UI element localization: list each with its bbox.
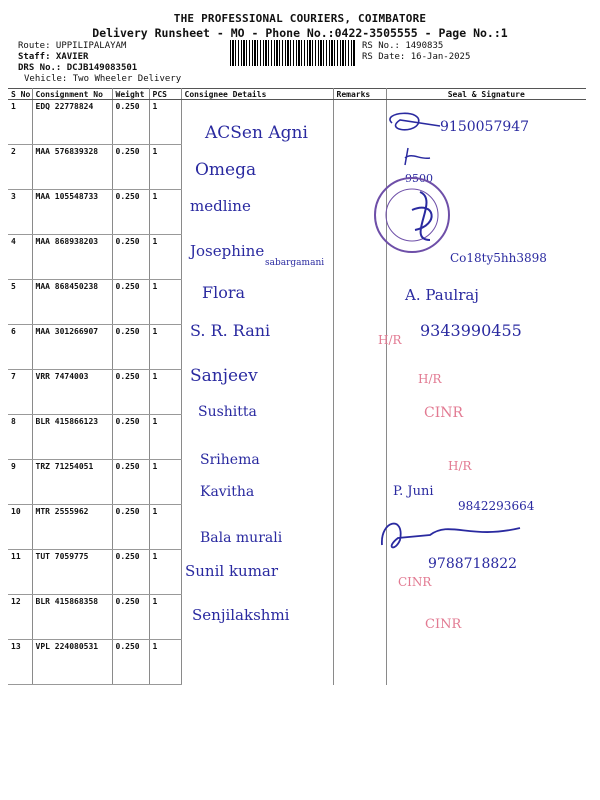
- row-pcs: 1: [149, 370, 181, 415]
- runsheet-subtitle: Delivery Runsheet - MO - Phone No.:0422-3505555 - Page No.:1: [92, 26, 508, 40]
- row-pcs: 1: [149, 505, 181, 550]
- remark-mark-5: CINR: [398, 575, 432, 589]
- row-signature: [386, 190, 586, 235]
- table-row: [8, 415, 586, 460]
- table-row: [8, 145, 586, 190]
- row-weight: 0.250: [112, 280, 149, 325]
- row-consignee-details: [181, 595, 333, 640]
- row-sno: 11: [8, 550, 32, 595]
- hw-signature-5: 9343990455: [420, 321, 522, 340]
- table-row: [8, 370, 586, 415]
- row-pcs: 1: [149, 280, 181, 325]
- table-row: [8, 550, 586, 595]
- row-weight: 0.250: [112, 415, 149, 460]
- row-pcs: 1: [149, 550, 181, 595]
- hw-signature-4: A. Paulraj: [405, 286, 479, 304]
- remark-mark-6: CINR: [425, 617, 462, 632]
- rs-date: RS Date: 16-Jan-2025: [362, 52, 471, 62]
- row-signature: [386, 550, 586, 595]
- row-consignee-details: [181, 235, 333, 280]
- row-consignment-no: VPL 224080531: [32, 640, 112, 685]
- hw-signature-7: 9842293664: [458, 499, 535, 513]
- row-pcs: 1: [149, 460, 181, 505]
- row-sno: 5: [8, 280, 32, 325]
- row-consignment-no: MAA 868938203: [32, 235, 112, 280]
- row-pcs: 1: [149, 595, 181, 640]
- row-consignee-details: [181, 370, 333, 415]
- row-signature: [386, 100, 586, 145]
- row-sno: 2: [8, 145, 32, 190]
- hw-consignee-13: Senjilakshmi: [192, 606, 290, 624]
- row-pcs: 1: [149, 415, 181, 460]
- row-consignment-no: TRZ 71254051: [32, 460, 112, 505]
- row-consignee-details: [181, 505, 333, 550]
- hw-consignee-2: Omega: [195, 160, 257, 180]
- hw-signature-6: P. Juni: [393, 484, 434, 499]
- row-consignee-details: [181, 415, 333, 460]
- row-consignee-details: [181, 325, 333, 370]
- remark-mark-2: H/R: [418, 372, 442, 386]
- row-pcs: 1: [149, 235, 181, 280]
- row-sno: 7: [8, 370, 32, 415]
- row-remarks: [333, 280, 386, 325]
- row-consignment-no: MAA 576839328: [32, 145, 112, 190]
- hw-consignee-4b: sabargamani: [265, 258, 325, 268]
- row-weight: 0.250: [112, 235, 149, 280]
- remark-mark-1: H/R: [378, 333, 402, 347]
- row-sno: 12: [8, 595, 32, 640]
- hw-consignee-11: Bala murali: [200, 530, 283, 546]
- row-consignment-no: MAA 105548733: [32, 190, 112, 235]
- row-pcs: 1: [149, 190, 181, 235]
- row-signature: [386, 235, 586, 280]
- col-header-sno: S No: [8, 89, 32, 100]
- hw-consignee-10: Kavitha: [200, 484, 255, 500]
- row-weight: 0.250: [112, 505, 149, 550]
- row-signature: [386, 640, 586, 685]
- row-consignee-details: [181, 190, 333, 235]
- row-remarks: [333, 460, 386, 505]
- row-consignee-details: [181, 280, 333, 325]
- hw-consignee-6: S. R. Rani: [190, 321, 271, 340]
- row-signature: [386, 280, 586, 325]
- row-sno: 13: [8, 640, 32, 685]
- row-consignment-no: VRR 7474003: [32, 370, 112, 415]
- row-sno: 1: [8, 100, 32, 145]
- table-row: [8, 100, 586, 145]
- row-consignee-details: [181, 145, 333, 190]
- row-remarks: [333, 190, 386, 235]
- table-row: [8, 505, 586, 550]
- hw-consignee-8: Sushitta: [198, 404, 257, 420]
- row-weight: 0.250: [112, 370, 149, 415]
- hw-consignee-12: Sunil kumar: [185, 562, 279, 580]
- row-weight: 0.250: [112, 145, 149, 190]
- row-consignment-no: EDQ 22778824: [32, 100, 112, 145]
- row-consignment-no: MAA 868450238: [32, 280, 112, 325]
- hw-signature-3: Co18ty5hh3898: [450, 251, 547, 265]
- row-consignment-no: TUT 7059775: [32, 550, 112, 595]
- row-signature: [386, 145, 586, 190]
- row-sno: 3: [8, 190, 32, 235]
- runsheet-table: [8, 88, 586, 685]
- table-row: [8, 280, 586, 325]
- col-header-consignee: Consignee Details: [181, 89, 333, 100]
- row-signature: [386, 415, 586, 460]
- remark-mark-3: CINR: [424, 405, 464, 421]
- col-header-remarks: Remarks: [333, 89, 386, 100]
- table-row: [8, 640, 586, 685]
- row-weight: 0.250: [112, 550, 149, 595]
- row-consignment-no: BLR 415868358: [32, 595, 112, 640]
- row-remarks: [333, 550, 386, 595]
- row-weight: 0.250: [112, 640, 149, 685]
- row-signature: [386, 595, 586, 640]
- row-pcs: 1: [149, 325, 181, 370]
- hw-consignee-7: Sanjeev: [190, 366, 258, 386]
- row-signature: [386, 370, 586, 415]
- rs-number: RS No.: 1490835: [362, 41, 444, 51]
- row-sno: 8: [8, 415, 32, 460]
- hw-signature-1: 9150057947: [440, 119, 530, 135]
- row-consignee-details: [181, 640, 333, 685]
- row-weight: 0.250: [112, 460, 149, 505]
- row-remarks: [333, 235, 386, 280]
- row-sno: 4: [8, 235, 32, 280]
- table-row: [8, 190, 586, 235]
- row-sno: 6: [8, 325, 32, 370]
- row-sno: 9: [8, 460, 32, 505]
- row-pcs: 1: [149, 100, 181, 145]
- row-remarks: [333, 505, 386, 550]
- row-remarks: [333, 415, 386, 460]
- row-consignment-no: BLR 415866123: [32, 415, 112, 460]
- row-sno: 10: [8, 505, 32, 550]
- row-consignee-details: [181, 550, 333, 595]
- col-header-consignment: Consignment No: [32, 89, 112, 100]
- row-pcs: 1: [149, 640, 181, 685]
- col-header-weight: Weight: [112, 89, 149, 100]
- route-label: Route: UPPILIPALAYAM: [18, 41, 127, 51]
- drs-number: DRS No.: DCJB149083501: [18, 63, 138, 73]
- row-weight: 0.250: [112, 190, 149, 235]
- row-weight: 0.250: [112, 325, 149, 370]
- table-row: [8, 235, 586, 280]
- barcode: [230, 40, 356, 66]
- hw-signature-8: 9788718822: [428, 556, 518, 572]
- table-row: [8, 460, 586, 505]
- row-signature: [386, 505, 586, 550]
- row-consignee-details: [181, 460, 333, 505]
- hw-consignee-5: Flora: [202, 283, 246, 302]
- table-row: [8, 595, 586, 640]
- company-title: THE PROFESSIONAL COURIERS, COIMBATORE: [173, 12, 427, 25]
- row-pcs: 1: [149, 145, 181, 190]
- hw-consignee-1: ACSen Agni: [205, 123, 308, 143]
- row-remarks: [333, 370, 386, 415]
- vehicle-label: Vehicle: Two Wheeler Delivery: [24, 74, 182, 84]
- row-consignment-no: MAA 301266907: [32, 325, 112, 370]
- row-weight: 0.250: [112, 100, 149, 145]
- hw-signature-2: 9500: [405, 172, 433, 185]
- row-consignee-details: [181, 100, 333, 145]
- row-remarks: [333, 640, 386, 685]
- table-row: [8, 325, 586, 370]
- hw-consignee-3: medline: [190, 197, 251, 215]
- table-header-row: [8, 89, 586, 100]
- row-remarks: [333, 100, 386, 145]
- row-consignment-no: MTR 2555962: [32, 505, 112, 550]
- col-header-signature: Seal & Signature: [386, 89, 586, 100]
- remark-mark-4: H/R: [448, 459, 472, 473]
- row-remarks: [333, 145, 386, 190]
- row-signature: [386, 460, 586, 505]
- hw-consignee-9: Srihema: [200, 452, 260, 468]
- row-remarks: [333, 325, 386, 370]
- row-weight: 0.250: [112, 595, 149, 640]
- row-signature: [386, 325, 586, 370]
- staff-label: Staff: XAVIER: [18, 52, 89, 62]
- row-remarks: [333, 595, 386, 640]
- col-header-pcs: PCS: [149, 89, 181, 100]
- hw-consignee-4: Josephine: [190, 242, 265, 260]
